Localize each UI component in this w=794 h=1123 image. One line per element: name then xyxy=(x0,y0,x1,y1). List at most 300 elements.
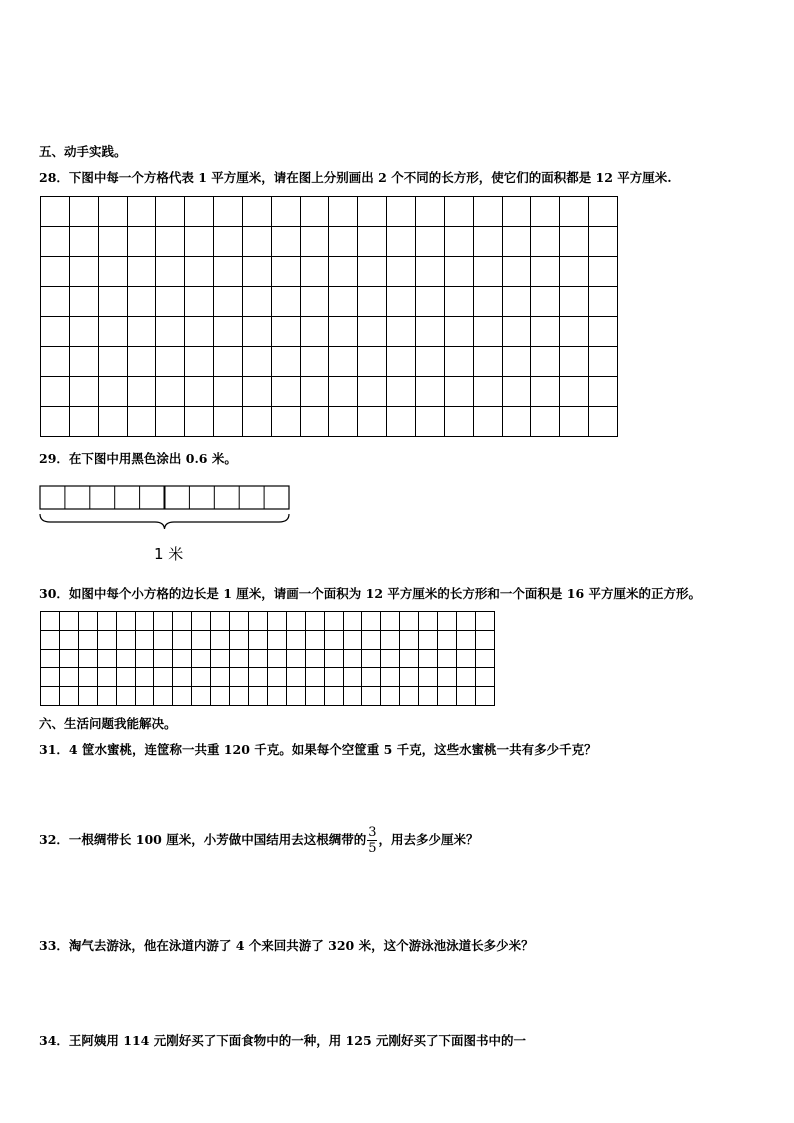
grid-cell[interactable] xyxy=(127,197,156,227)
grid-cell[interactable] xyxy=(300,317,329,347)
grid-cell[interactable] xyxy=(444,377,473,407)
grid-cell[interactable] xyxy=(358,377,387,407)
grid-row xyxy=(41,227,618,257)
grid-cell[interactable] xyxy=(41,317,70,347)
grid-cell[interactable] xyxy=(78,612,97,631)
grid-cell[interactable] xyxy=(438,668,457,687)
grid-cell[interactable] xyxy=(98,257,127,287)
grid-cell[interactable] xyxy=(473,347,502,377)
grid-cell[interactable] xyxy=(173,649,192,668)
grid-cell[interactable] xyxy=(444,257,473,287)
grid-cell[interactable] xyxy=(185,347,214,377)
grid-cell[interactable] xyxy=(173,630,192,649)
grid-cell[interactable] xyxy=(329,377,358,407)
grid-cell[interactable] xyxy=(531,377,560,407)
grid-cell[interactable] xyxy=(59,668,78,687)
grid-cell[interactable] xyxy=(473,197,502,227)
grid-cell[interactable] xyxy=(329,257,358,287)
grid-cell[interactable] xyxy=(156,197,185,227)
grid-cell[interactable] xyxy=(589,257,618,287)
grid-cell[interactable] xyxy=(560,407,589,437)
grid-cell[interactable] xyxy=(41,612,60,631)
question-33-text: 33．淘气去游泳，他在泳道内游了 4 个来回共游了 320 米，这个游泳池泳道长多少米？ xyxy=(39,938,534,953)
meter-strip-cells xyxy=(65,486,264,509)
grid-cell[interactable] xyxy=(329,287,358,317)
grid-cell[interactable] xyxy=(589,227,618,257)
grid-row xyxy=(41,407,618,437)
grid-cell[interactable] xyxy=(444,407,473,437)
grid-cell[interactable] xyxy=(242,317,271,347)
grid-cell[interactable] xyxy=(502,317,531,347)
grid-cell[interactable] xyxy=(211,668,230,687)
grid-cell[interactable] xyxy=(381,630,400,649)
grid-cell[interactable] xyxy=(456,649,475,668)
grid-cell[interactable] xyxy=(156,317,185,347)
grid-cell[interactable] xyxy=(135,630,154,649)
grid-cell[interactable] xyxy=(97,612,116,631)
grid-cell[interactable] xyxy=(192,612,211,631)
grid-cell[interactable] xyxy=(456,668,475,687)
grid-cell[interactable] xyxy=(387,407,416,437)
grid-cell[interactable] xyxy=(127,227,156,257)
grid-cell[interactable] xyxy=(381,612,400,631)
grid-cell[interactable] xyxy=(97,649,116,668)
grid-cell[interactable] xyxy=(98,197,127,227)
grid-cell[interactable] xyxy=(531,287,560,317)
grid-cell[interactable] xyxy=(214,407,243,437)
question-29-text: 29．在下图中用黑色涂出 0.6 米。 xyxy=(39,451,237,466)
grid-cell[interactable] xyxy=(358,197,387,227)
grid-cell[interactable] xyxy=(419,612,438,631)
grid-cell[interactable] xyxy=(329,317,358,347)
grid-cell[interactable] xyxy=(271,377,300,407)
grid-row xyxy=(41,287,618,317)
grid-cell[interactable] xyxy=(300,227,329,257)
grid-cell[interactable] xyxy=(41,630,60,649)
grid-cell[interactable] xyxy=(324,612,343,631)
grid-cell[interactable] xyxy=(560,317,589,347)
grid-cell[interactable] xyxy=(358,287,387,317)
grid-cell[interactable] xyxy=(192,649,211,668)
grid-cell[interactable] xyxy=(387,257,416,287)
grid-cell[interactable] xyxy=(242,287,271,317)
grid-cell[interactable] xyxy=(415,317,444,347)
grid-cell[interactable] xyxy=(41,649,60,668)
grid-cell[interactable] xyxy=(185,257,214,287)
grid-cell[interactable] xyxy=(362,687,381,706)
grid-cell[interactable] xyxy=(248,612,267,631)
grid-cell[interactable] xyxy=(560,227,589,257)
grid-cell[interactable] xyxy=(97,668,116,687)
grid-cell[interactable] xyxy=(78,668,97,687)
grid-cell[interactable] xyxy=(78,630,97,649)
grid-cell[interactable] xyxy=(41,287,70,317)
grid-cell[interactable] xyxy=(242,407,271,437)
grid-cell[interactable] xyxy=(69,287,98,317)
grid-cell[interactable] xyxy=(116,612,135,631)
grid-cell[interactable] xyxy=(214,227,243,257)
grid-cell[interactable] xyxy=(41,257,70,287)
question-32-after: ，用去多少厘米？ xyxy=(378,832,479,847)
grid-cell[interactable] xyxy=(415,407,444,437)
grid-cell[interactable] xyxy=(135,668,154,687)
grid-cell[interactable] xyxy=(531,257,560,287)
grid-cell[interactable] xyxy=(531,197,560,227)
grid-cell[interactable] xyxy=(98,347,127,377)
grid-cell[interactable] xyxy=(343,612,362,631)
grid-cell[interactable] xyxy=(214,377,243,407)
grid-cell[interactable] xyxy=(305,649,324,668)
grid-cell[interactable] xyxy=(502,227,531,257)
grid-cell[interactable] xyxy=(230,612,249,631)
grid-cell[interactable] xyxy=(286,612,305,631)
fraction-denominator: 5 xyxy=(368,841,377,856)
grid-row xyxy=(41,668,495,687)
grid-cell[interactable] xyxy=(156,287,185,317)
grid-cell[interactable] xyxy=(69,317,98,347)
section-6-heading: 六、生活问题我能解决。 xyxy=(39,716,177,731)
grid-cell[interactable] xyxy=(531,347,560,377)
grid-cell[interactable] xyxy=(116,687,135,706)
grid-cell[interactable] xyxy=(589,287,618,317)
grid-cell[interactable] xyxy=(41,668,60,687)
grid-cell[interactable] xyxy=(560,197,589,227)
grid-cell[interactable] xyxy=(192,668,211,687)
grid-cell[interactable] xyxy=(400,612,419,631)
grid-cell[interactable] xyxy=(41,407,70,437)
grid-cell[interactable] xyxy=(135,612,154,631)
grid-cell[interactable] xyxy=(456,630,475,649)
grid-cell[interactable] xyxy=(41,197,70,227)
grid-cell[interactable] xyxy=(362,630,381,649)
grid-cell[interactable] xyxy=(473,407,502,437)
grid-cell[interactable] xyxy=(589,197,618,227)
grid-cell[interactable] xyxy=(415,377,444,407)
grid-cell[interactable] xyxy=(271,317,300,347)
grid-cell[interactable] xyxy=(343,668,362,687)
grid-cell[interactable] xyxy=(59,687,78,706)
grid-cell[interactable] xyxy=(444,317,473,347)
grid-cell[interactable] xyxy=(324,668,343,687)
grid-cell[interactable] xyxy=(415,287,444,317)
grid-cell[interactable] xyxy=(230,687,249,706)
grid-cell[interactable] xyxy=(438,687,457,706)
grid-cell[interactable] xyxy=(502,257,531,287)
grid-cell[interactable] xyxy=(127,287,156,317)
grid-cell[interactable] xyxy=(116,649,135,668)
grid-cell[interactable] xyxy=(242,257,271,287)
grid-cell[interactable] xyxy=(211,649,230,668)
grid-cell[interactable] xyxy=(41,687,60,706)
grid-cell[interactable] xyxy=(154,612,173,631)
grid-cell[interactable] xyxy=(362,612,381,631)
grid-cell[interactable] xyxy=(192,630,211,649)
grid-cell[interactable] xyxy=(185,317,214,347)
grid-cell[interactable] xyxy=(456,687,475,706)
grid-cell[interactable] xyxy=(502,407,531,437)
grid-cell[interactable] xyxy=(444,197,473,227)
grid-cell[interactable] xyxy=(267,630,286,649)
question-30-text: 30．如图中每个小方格的边长是 1 厘米，请画一个面积为 12 平方厘米的长方形和一个面积是 16 平方厘米的正方形。 xyxy=(39,586,701,601)
grid-cell[interactable] xyxy=(475,649,494,668)
grid-cell[interactable] xyxy=(381,687,400,706)
grid-cell[interactable] xyxy=(286,649,305,668)
grid-cell[interactable] xyxy=(267,649,286,668)
grid-cell[interactable] xyxy=(59,649,78,668)
grid-cell[interactable] xyxy=(300,287,329,317)
grid-cell[interactable] xyxy=(560,287,589,317)
grid-cell[interactable] xyxy=(300,347,329,377)
grid-cell[interactable] xyxy=(242,347,271,377)
grid-cell[interactable] xyxy=(248,687,267,706)
grid-cell[interactable] xyxy=(415,197,444,227)
grid-cell[interactable] xyxy=(419,687,438,706)
grid-cell[interactable] xyxy=(41,227,70,257)
grid-cell[interactable] xyxy=(300,197,329,227)
grid-cell[interactable] xyxy=(127,377,156,407)
square-grid-30[interactable] xyxy=(40,611,495,706)
grid-cell[interactable] xyxy=(502,287,531,317)
grid-cell[interactable] xyxy=(78,687,97,706)
grid-cell[interactable] xyxy=(362,668,381,687)
grid-cell[interactable] xyxy=(589,317,618,347)
grid-cell[interactable] xyxy=(305,612,324,631)
question-28-text: 28．下图中每一个方格代表 1 平方厘米，请在图上分别画出 2 个不同的长方形，使它们的面积都是 12 平方厘米. xyxy=(39,170,672,185)
meter-strip-diagram[interactable] xyxy=(38,484,292,530)
grid-cell[interactable] xyxy=(438,612,457,631)
grid-cell[interactable] xyxy=(502,197,531,227)
grid-cell[interactable] xyxy=(214,347,243,377)
grid-cell[interactable] xyxy=(156,257,185,287)
grid-cell[interactable] xyxy=(127,347,156,377)
grid-cell[interactable] xyxy=(156,407,185,437)
grid-cell[interactable] xyxy=(127,317,156,347)
grid-cell[interactable] xyxy=(358,257,387,287)
grid-cell[interactable] xyxy=(531,407,560,437)
grid-cell[interactable] xyxy=(59,630,78,649)
grid-cell[interactable] xyxy=(502,347,531,377)
grid-cell[interactable] xyxy=(415,347,444,377)
grid-cell[interactable] xyxy=(589,377,618,407)
grid-cell[interactable] xyxy=(415,227,444,257)
grid-cell[interactable] xyxy=(185,377,214,407)
grid-cell[interactable] xyxy=(589,347,618,377)
grid-cell[interactable] xyxy=(444,227,473,257)
grid-cell[interactable] xyxy=(271,347,300,377)
grid-cell[interactable] xyxy=(97,687,116,706)
grid-cell[interactable] xyxy=(248,649,267,668)
grid-cell[interactable] xyxy=(438,649,457,668)
question-31-text: 31．4 筐水蜜桃，连筐称一共重 120 千克。如果每个空筐重 5 千克，这些水蜜桃一共有多少千克？ xyxy=(39,742,597,757)
grid-cell[interactable] xyxy=(242,227,271,257)
grid-cell[interactable] xyxy=(156,377,185,407)
grid-cell[interactable] xyxy=(560,257,589,287)
grid-cell[interactable] xyxy=(387,317,416,347)
grid-cell[interactable] xyxy=(135,649,154,668)
grid-cell[interactable] xyxy=(211,612,230,631)
grid-cell[interactable] xyxy=(387,197,416,227)
grid-cell[interactable] xyxy=(473,257,502,287)
grid-cell[interactable] xyxy=(185,197,214,227)
grid-cell[interactable] xyxy=(41,347,70,377)
grid-cell[interactable] xyxy=(419,668,438,687)
grid-cell[interactable] xyxy=(211,630,230,649)
grid-cell[interactable] xyxy=(300,377,329,407)
grid-cell[interactable] xyxy=(475,668,494,687)
grid-cell[interactable] xyxy=(362,649,381,668)
grid-cell[interactable] xyxy=(387,287,416,317)
grid-cell[interactable] xyxy=(329,407,358,437)
grid-cell[interactable] xyxy=(400,668,419,687)
grid-cell[interactable] xyxy=(358,407,387,437)
grid-cell[interactable] xyxy=(185,407,214,437)
grid-cell[interactable] xyxy=(173,687,192,706)
grid-cell[interactable] xyxy=(358,227,387,257)
grid-cell[interactable] xyxy=(69,197,98,227)
grid-cell[interactable] xyxy=(156,227,185,257)
grid-cell[interactable] xyxy=(214,287,243,317)
grid-cell[interactable] xyxy=(248,630,267,649)
grid-cell[interactable] xyxy=(69,407,98,437)
grid-cell[interactable] xyxy=(230,630,249,649)
grid-cell[interactable] xyxy=(267,668,286,687)
grid-cell[interactable] xyxy=(271,197,300,227)
grid-cell[interactable] xyxy=(444,347,473,377)
grid-cell[interactable] xyxy=(267,687,286,706)
grid-cell[interactable] xyxy=(156,347,185,377)
grid-cell[interactable] xyxy=(242,377,271,407)
grid-cell[interactable] xyxy=(502,377,531,407)
grid-cell[interactable] xyxy=(154,630,173,649)
grid-cell[interactable] xyxy=(98,287,127,317)
grid-cell[interactable] xyxy=(230,649,249,668)
grid-cell[interactable] xyxy=(343,649,362,668)
square-grid-28[interactable] xyxy=(40,196,618,437)
grid-cell[interactable] xyxy=(400,630,419,649)
grid-cell[interactable] xyxy=(214,197,243,227)
grid-cell[interactable] xyxy=(69,227,98,257)
grid-cell[interactable] xyxy=(98,227,127,257)
grid-cell[interactable] xyxy=(473,227,502,257)
grid-cell[interactable] xyxy=(560,347,589,377)
grid-cell[interactable] xyxy=(271,407,300,437)
grid-cell[interactable] xyxy=(358,317,387,347)
question-32-before: 32．一根绸带长 100 厘米，小芳做中国结用去这根绸带的 xyxy=(39,832,367,847)
grid-cell[interactable] xyxy=(185,287,214,317)
grid-cell[interactable] xyxy=(271,287,300,317)
grid-cell[interactable] xyxy=(473,317,502,347)
grid-cell[interactable] xyxy=(444,287,473,317)
grid-cell[interactable] xyxy=(154,668,173,687)
grid-cell[interactable] xyxy=(154,687,173,706)
grid-cell[interactable] xyxy=(173,612,192,631)
grid-cell[interactable] xyxy=(286,687,305,706)
grid-cell[interactable] xyxy=(473,287,502,317)
grid-cell[interactable] xyxy=(69,377,98,407)
grid-cell[interactable] xyxy=(475,687,494,706)
grid-cell[interactable] xyxy=(324,630,343,649)
grid-cell[interactable] xyxy=(116,668,135,687)
meter-label: 1 米 xyxy=(154,545,184,563)
grid-cell[interactable] xyxy=(387,377,416,407)
grid-cell[interactable] xyxy=(127,407,156,437)
grid-cell[interactable] xyxy=(271,227,300,257)
grid-cell[interactable] xyxy=(589,407,618,437)
grid-cell[interactable] xyxy=(305,630,324,649)
grid-cell[interactable] xyxy=(381,668,400,687)
grid-cell[interactable] xyxy=(214,317,243,347)
grid-cell[interactable] xyxy=(305,668,324,687)
grid-cell[interactable] xyxy=(343,687,362,706)
grid-cell[interactable] xyxy=(98,317,127,347)
grid-cell[interactable] xyxy=(98,377,127,407)
grid-cell[interactable] xyxy=(305,687,324,706)
grid-cell[interactable] xyxy=(400,687,419,706)
grid-cell[interactable] xyxy=(387,347,416,377)
grid-cell[interactable] xyxy=(475,630,494,649)
grid-cell[interactable] xyxy=(419,630,438,649)
grid-cell[interactable] xyxy=(69,347,98,377)
grid-cell[interactable] xyxy=(242,197,271,227)
grid-cell[interactable] xyxy=(78,649,97,668)
grid-cell[interactable] xyxy=(286,668,305,687)
grid-cell[interactable] xyxy=(473,377,502,407)
grid-cell[interactable] xyxy=(531,227,560,257)
grid-cell[interactable] xyxy=(248,668,267,687)
grid-cell[interactable] xyxy=(329,347,358,377)
grid-cell[interactable] xyxy=(560,377,589,407)
grid-row xyxy=(41,317,618,347)
grid-row xyxy=(41,257,618,287)
grid-cell[interactable] xyxy=(324,687,343,706)
grid-cell[interactable] xyxy=(69,257,98,287)
grid-cell[interactable] xyxy=(381,649,400,668)
grid-cell[interactable] xyxy=(230,668,249,687)
grid-cell[interactable] xyxy=(41,377,70,407)
grid-cell[interactable] xyxy=(173,668,192,687)
grid-cell[interactable] xyxy=(419,649,438,668)
grid-cell[interactable] xyxy=(116,630,135,649)
grid-cell[interactable] xyxy=(300,407,329,437)
grid-cell[interactable] xyxy=(211,687,230,706)
grid-cell[interactable] xyxy=(387,227,416,257)
grid-cell[interactable] xyxy=(185,227,214,257)
grid-cell[interactable] xyxy=(154,649,173,668)
grid-cell[interactable] xyxy=(400,649,419,668)
grid-cell[interactable] xyxy=(127,257,156,287)
grid-cell[interactable] xyxy=(135,687,154,706)
grid-cell[interactable] xyxy=(415,257,444,287)
grid-cell[interactable] xyxy=(267,612,286,631)
grid-cell[interactable] xyxy=(192,687,211,706)
grid-cell[interactable] xyxy=(98,407,127,437)
grid-cell[interactable] xyxy=(329,227,358,257)
grid-cell[interactable] xyxy=(343,630,362,649)
grid-cell[interactable] xyxy=(97,630,116,649)
grid-cell[interactable] xyxy=(329,197,358,227)
grid-cell[interactable] xyxy=(438,630,457,649)
grid-cell[interactable] xyxy=(286,630,305,649)
grid-cell[interactable] xyxy=(531,317,560,347)
grid-cell[interactable] xyxy=(271,257,300,287)
grid-cell[interactable] xyxy=(475,612,494,631)
grid-cell[interactable] xyxy=(456,612,475,631)
grid-cell[interactable] xyxy=(300,257,329,287)
grid-cell[interactable] xyxy=(324,649,343,668)
grid-cell[interactable] xyxy=(358,347,387,377)
grid-cell[interactable] xyxy=(214,257,243,287)
grid-cell[interactable] xyxy=(59,612,78,631)
